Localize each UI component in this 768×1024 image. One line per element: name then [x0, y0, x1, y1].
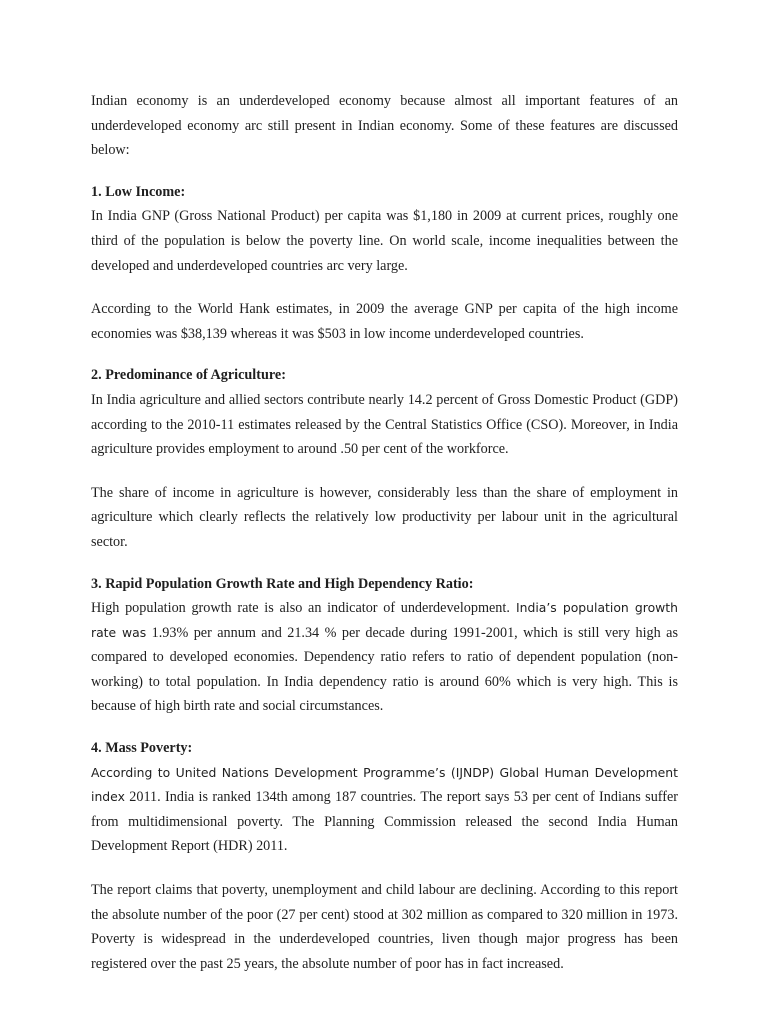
section-paragraph: In India agriculture and allied sectors contribute nearly 14.2 percent of Gross Domestic Product (GDP) according to the 2010-11 estimates released by the Central Statistics Office (CSO). Moreover, in India agriculture provides employment to around .50 per cent of the workforce. — [91, 391, 678, 458]
section-paragraph — [91, 761, 678, 859]
section-predominance-of-agriculture — [91, 363, 678, 554]
section-heading: 1. Low Income: — [91, 183, 186, 200]
section-low-income — [91, 180, 678, 347]
paragraph-segment: High population growth rate is also an indicator of underdevelopment. — [91, 600, 510, 617]
paragraph-segment: India’s population growth rate was — [91, 600, 678, 640]
paragraph-segment: According to United Nations Development Programme’s (IJNDP) Global Human Development index — [91, 764, 678, 805]
section-heading: 2. Predominance of Agriculture: — [91, 367, 286, 384]
paragraph-segment: 1.93% per annum and 21.34 % per decade during 1991-2001, which is still very high as compared to developed economies. Dependency ratio refers to ratio of dependent population (non-working) to total population. In India dependency ratio is around 60% which is very high. This is because of high birth rate and social circumstances. — [91, 624, 679, 715]
section-paragraph: The share of income in agriculture is however, considerably less than the share of employment in agriculture which clearly reflects the relatively low productivity per labour unit in the agricultural sector. — [91, 484, 678, 550]
paragraph-segment: 2011. India is ranked 134th among 187 countries. The report says 53 per cent of Indians suffer from multidimensional poverty. The Planning Commission released the second India Human Development Report (HDR) 2011. — [91, 789, 678, 855]
section-paragraph: The report claims that poverty, unemployment and child labour are declining. According to this report the absolute number of the poor (27 per cent) stood at 302 million as compared to 320 million in 1973. Poverty is widespread in the underdeveloped countries, liven though major progress has been registered over the past 25 years, the absolute number of poor has in fact increased. — [91, 882, 678, 972]
section-population-growth — [91, 572, 678, 720]
section-paragraph: In India GNP (Gross National Product) per capita was $1,180 in 2009 at current prices, roughly one third of the population is below the poverty line. On world scale, income inequalities between the developed and underdeveloped countries arc very large. — [91, 208, 678, 274]
section-mass-poverty — [91, 736, 678, 976]
section-paragraph: According to the World Hank estimates, in 2009 the average GNP per capita of the high income economies was $38,139 whereas it was $503 in low income underdeveloped countries. — [91, 301, 678, 342]
section-heading: 4. Mass Poverty: — [91, 740, 193, 757]
intro-paragraph: Indian economy is an underdeveloped economy because almost all important features of an underdeveloped economy arc still present in Indian economy. Some of these features are discussed below: — [91, 93, 678, 159]
section-paragraph — [91, 596, 678, 719]
section-heading: 3. Rapid Population Growth Rate and High Dependency Ratio: — [91, 575, 474, 592]
document-page — [91, 89, 678, 976]
